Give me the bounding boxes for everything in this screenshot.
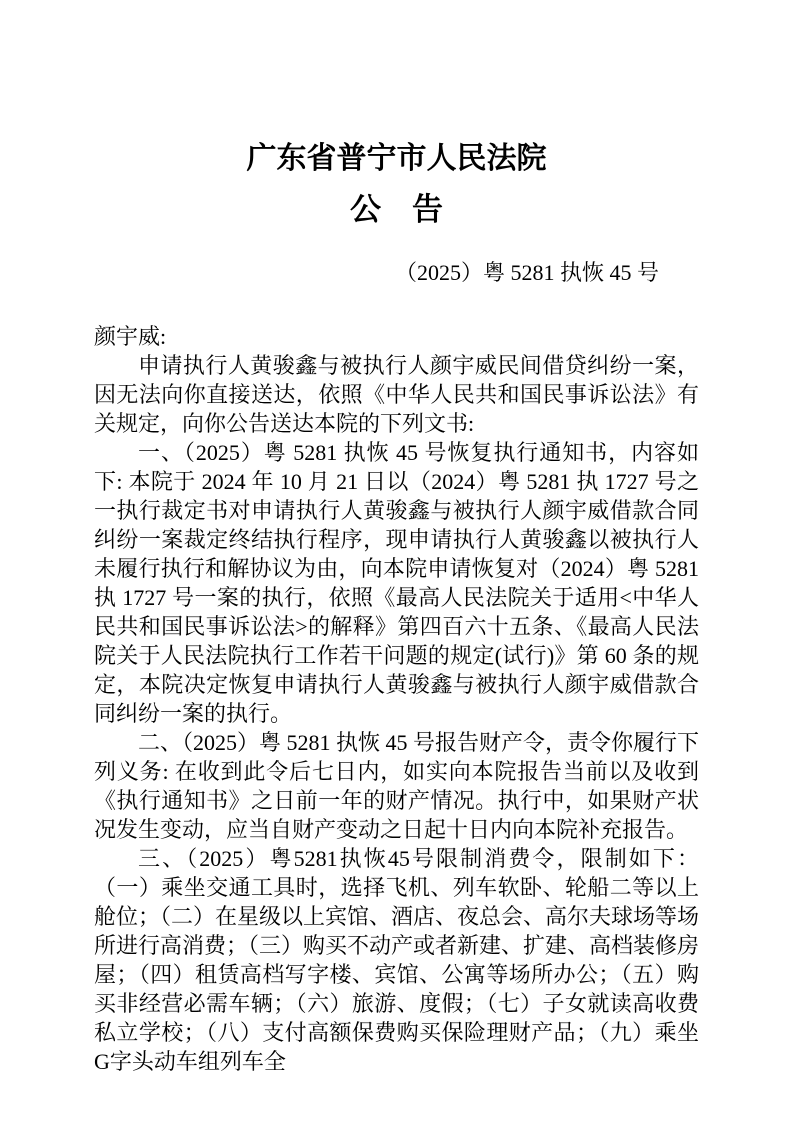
paragraph-consumption-restriction-order: 三、（2025）粤5281执恢45号限制消费令，限制如下：（一）乘坐交通工具时，选择飞机、列车软卧、轮船二等以上舱位；（二）在星级以上宾馆、酒店、夜总会、高尔夫球场等场所进行高消费；（三）购买不动产或者新建、扩建、高档装修房屋；（四）租赁高档写字楼、宾馆、公寓等场所办公；（五）购买非经营必需车辆；（六）旅游、度假；（七）子女就读高收费私立学校；（八）支付高额保费购买保险理财产品；（九）乘坐G字头动车组列车全 — [94, 846, 700, 1074]
case-number: （2025）粤 5281 执恢 45 号 — [394, 260, 659, 285]
salutation: 颜宇威: — [94, 324, 167, 349]
paragraph-property-report-order: 二、（2025）粤 5281 执恢 45 号报告财产令，责令你履行下列义务: 在收到此令后七日内，如实向本院报告当前以及收到《执行通知书》之日前一年的财产情况。执行中，如果财产状况发生变动，应当自财产变动之日起十日内向本院补充报告。 — [94, 730, 700, 842]
paragraph-intro: 申请执行人黄骏鑫与被执行人颜宇威民间借贷纠纷一案，因无法向你直接送达，依照《中华人民共和国民事诉讼法》有关规定，向你公告送达本院的下列文书: — [94, 353, 699, 436]
notice-title: 公 告 — [350, 192, 443, 227]
court-name: 广东省普宁市人民法院 — [246, 142, 547, 175]
notice-body — [94, 322, 699, 1076]
paragraph-resume-execution-notice: 一、（2025）粤 5281 执恢 45 号恢复执行通知书，内容如下: 本院于 2024 年 10 月 21 日以（2024）粤 5281 执 1727 号之一执行裁定书对申请执行人黄骏鑫与被执行人颜宇威借款合同纠纷一案裁定终结执行程序，现申请执行人黄骏鑫以被执行人未履行执行和解协议为由，向本院申请恢复对（2024）粤 5281 执 1727 号一案的执行，依照《最高人民法院关于适用<中华人民共和国民事诉讼法>的解释》第四百六十五条、《最高人民法院关于人民法院执行工作若干问题的规定(试行)》第 60 条的规定，本院决定恢复申请执行人黄骏鑫与被执行人颜宇威借款合同纠纷一案的执行。 — [94, 440, 699, 726]
